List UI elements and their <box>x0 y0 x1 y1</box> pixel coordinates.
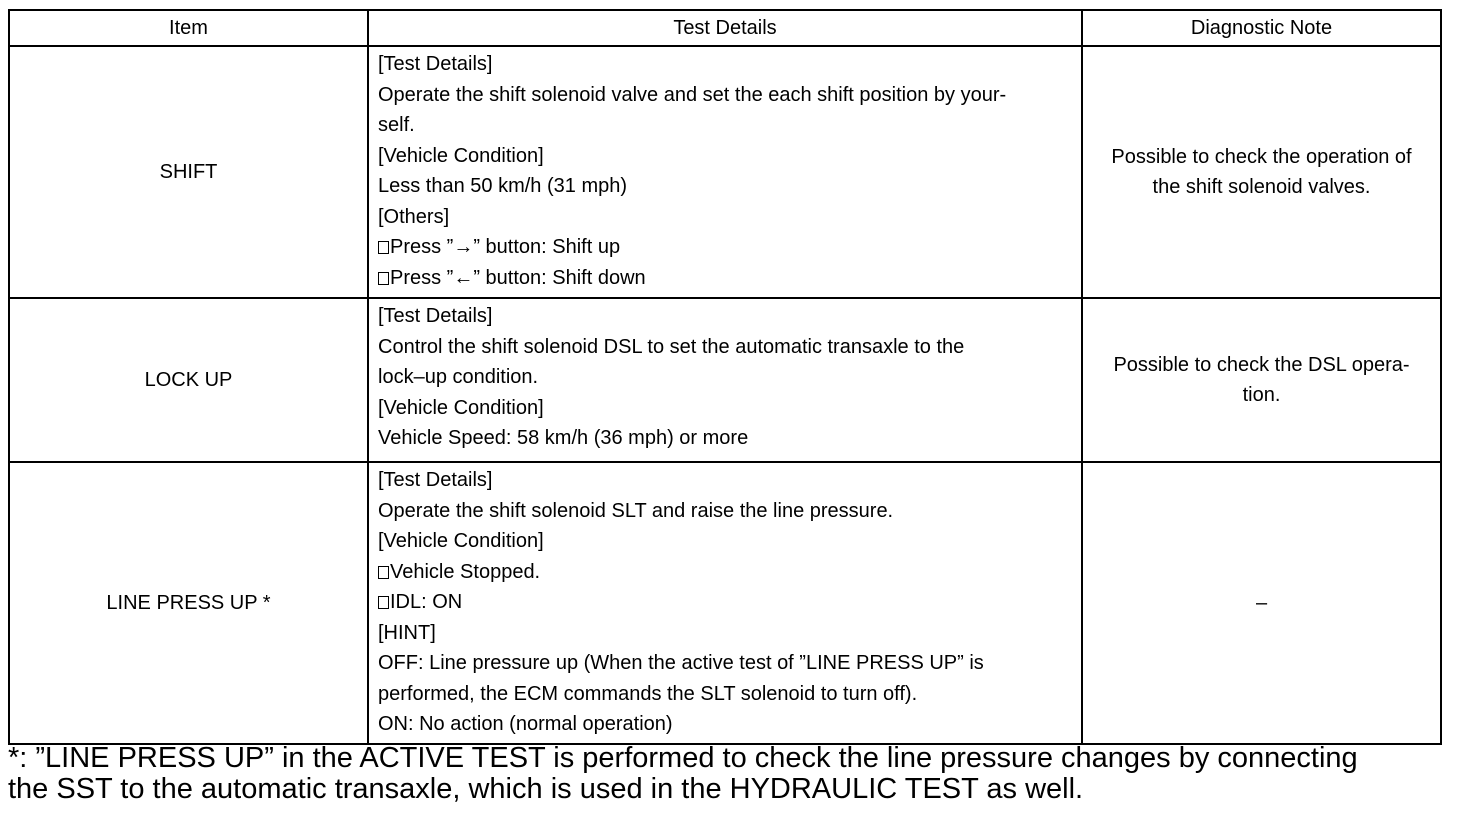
note-line: the shift solenoid valves. <box>1152 176 1371 198</box>
detail-line <box>378 618 1073 649</box>
detail-text: [Test Details] <box>378 469 493 491</box>
footnote-line: *: ”LINE PRESS UP” in the ACTIVE TEST is performed to check the line pressure changes by connecting <box>8 742 1358 774</box>
note-line: Possible to check the DSL opera- <box>1113 353 1410 376</box>
detail-text: Less than 50 km/h (31 mph) <box>378 175 628 197</box>
checkbox-bullet-icon <box>378 272 389 285</box>
detail-line <box>378 648 1073 679</box>
details-cell <box>368 298 1082 462</box>
table-header-row <box>9 10 1441 46</box>
checkbox-bullet-icon <box>378 241 389 254</box>
detail-text: ON: No action (normal operation) <box>378 713 673 735</box>
detail-text: Operate the shift solenoid SLT and raise the line pressure. <box>378 499 894 522</box>
detail-line <box>378 232 1073 263</box>
detail-text: [Vehicle Condition] <box>378 396 544 419</box>
checkbox-bullet-icon <box>378 596 389 609</box>
footnote <box>8 743 1468 804</box>
table-row <box>9 298 1441 462</box>
item-cell: LOCK UP <box>9 298 368 462</box>
note-line: – <box>1255 591 1268 614</box>
detail-line <box>378 393 1073 424</box>
detail-text: Control the shift solenoid DSL to set the automatic transaxle to the <box>378 335 965 358</box>
table-row <box>9 46 1441 298</box>
note-line: Possible to check the operation of <box>1111 145 1412 168</box>
detail-line <box>378 709 1073 740</box>
detail-line <box>378 202 1073 233</box>
detail-line <box>378 141 1073 172</box>
details-cell <box>368 46 1082 298</box>
detail-text: Vehicle Speed: 58 km/h (36 mph) or more <box>378 427 749 449</box>
detail-text: Press ”→” button: Shift up <box>390 236 621 258</box>
detail-text: [Others] <box>378 205 450 228</box>
item-cell: SHIFT <box>9 46 368 298</box>
detail-text: performed, the ECM commands the SLT solenoid to turn off). <box>378 682 918 705</box>
detail-line <box>378 301 1073 332</box>
detail-line <box>378 110 1073 141</box>
note-cell <box>1082 298 1441 462</box>
detail-text: Operate the shift solenoid valve and set the each shift position by your- <box>378 83 1007 106</box>
detail-line <box>378 171 1073 202</box>
detail-line <box>378 526 1073 557</box>
detail-line <box>378 332 1073 363</box>
detail-text: [Test Details] <box>378 305 493 327</box>
detail-line <box>378 362 1073 393</box>
detail-line <box>378 496 1073 527</box>
detail-line <box>378 423 1073 454</box>
detail-text: lock–up condition. <box>378 366 539 388</box>
detail-text: OFF: Line pressure up (When the active test of ”LINE PRESS UP” is <box>378 652 984 674</box>
detail-line <box>378 49 1073 80</box>
detail-line <box>378 679 1073 710</box>
header-item: Item <box>9 10 368 46</box>
item-cell: LINE PRESS UP * <box>9 462 368 744</box>
note-cell <box>1082 46 1441 298</box>
header-test-details: Test Details <box>368 10 1082 46</box>
detail-text: [Vehicle Condition] <box>378 530 544 552</box>
detail-text: [Test Details] <box>378 53 493 75</box>
detail-text: [HINT] <box>378 621 436 644</box>
detail-line <box>378 263 1073 294</box>
table-row <box>9 462 1441 744</box>
footnote-line: the SST to the automatic transaxle, which is used in the HYDRAULIC TEST as well. <box>8 772 1084 805</box>
detail-line <box>378 465 1073 496</box>
detail-text: Vehicle Stopped. <box>390 560 541 583</box>
checkbox-bullet-icon <box>378 566 389 579</box>
detail-line <box>378 587 1073 618</box>
detail-text: [Vehicle Condition] <box>378 144 544 167</box>
detail-text: self. <box>378 114 415 136</box>
active-test-table <box>8 9 1442 745</box>
detail-text: IDL: ON <box>390 591 463 613</box>
header-diagnostic-note: Diagnostic Note <box>1082 10 1441 46</box>
detail-line <box>378 80 1073 111</box>
detail-text: Press ”←” button: Shift down <box>390 266 646 289</box>
detail-line <box>378 557 1073 588</box>
note-line: tion. <box>1242 384 1281 406</box>
details-cell <box>368 462 1082 744</box>
note-cell <box>1082 462 1441 744</box>
